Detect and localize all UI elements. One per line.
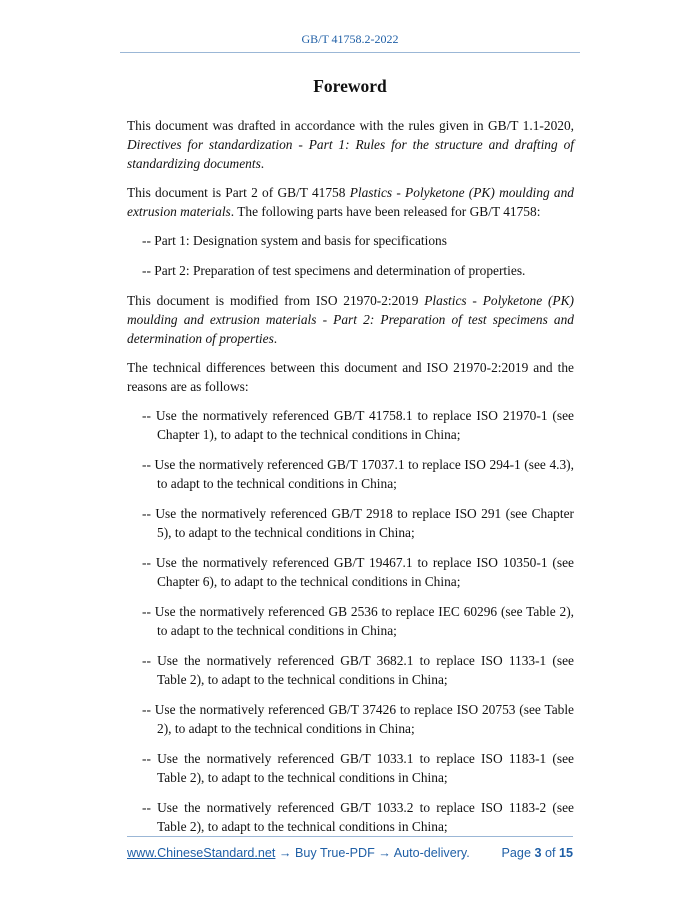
difference-item: -- Use the normatively referenced GB 2536 to replace IEC 60296 (see Table 2), to adapt to the technical conditions in China; xyxy=(142,604,574,638)
text-italic: Plastics - Polyketone (PK) moulding and extrusion materials xyxy=(127,185,574,219)
header-divider xyxy=(120,52,580,53)
paragraph-technical-differences: The technical differences between this document and ISO 21970-2:2019 and the reasons are as follows: xyxy=(127,360,574,394)
promo-text: → Buy True-PDF → Auto-delivery. xyxy=(275,846,470,860)
text: This document is modified from ISO 21970-2:2019 xyxy=(127,293,425,308)
difference-item: -- Use the normatively referenced GB/T 2918 to replace ISO 291 (see Chapter 5), to adapt to the technical conditions in China; xyxy=(142,506,574,540)
text: . xyxy=(260,156,265,171)
difference-item: -- Use the normatively referenced GB/T 3682.1 to replace ISO 1133-1 (see Table 2), to adapt to the technical conditions in China; xyxy=(142,653,574,687)
text: This document is Part 2 of GB/T 41758 xyxy=(127,185,350,200)
difference-item: -- Use the normatively referenced GB/T 19467.1 to replace ISO 10350-1 (see Chapter 6), to adapt to the technical conditions in China; xyxy=(142,555,574,589)
part-list-item: -- Part 2: Preparation of test specimens and determination of properties. xyxy=(142,263,526,278)
text: This document was drafted in accordance with the rules given in GB/T 1.1-2020, xyxy=(127,118,574,133)
paragraph-modification xyxy=(127,291,574,348)
text-italic: Plastics - Polyketone (PK) moulding and extrusion materials - Part 2: Preparation of test specimens and determination of properties xyxy=(127,293,575,346)
page-title: Foreword xyxy=(313,76,387,96)
part-list-item: -- Part 1: Designation system and basis for specifications xyxy=(142,233,447,248)
difference-item: -- Use the normatively referenced GB/T 1033.1 to replace ISO 1183-1 (see Table 2), to adapt to the technical conditions in China; xyxy=(142,751,574,785)
text: . The following parts have been released for GB/T 41758: xyxy=(230,204,541,219)
footer-divider xyxy=(127,836,573,837)
text: . xyxy=(273,331,278,346)
text-italic: Directives for standardization - Part 1: Rules for the structure and drafting of standardizing documents xyxy=(127,137,574,171)
page-current: 3 xyxy=(534,846,542,860)
difference-item: -- Use the normatively referenced GB/T 37426 to replace ISO 20753 (see Table 2), to adapt to the technical conditions in China; xyxy=(142,702,574,736)
page-footer xyxy=(127,846,573,860)
page-of: of xyxy=(541,846,559,860)
document-body xyxy=(127,116,574,846)
difference-item: -- Use the normatively referenced GB/T 1033.2 to replace ISO 1183-2 (see Table 2), to adapt to the technical conditions in China; xyxy=(142,800,574,834)
page-label: Page xyxy=(501,846,535,860)
site-link[interactable]: www.ChineseStandard.net xyxy=(127,846,276,860)
page-total: 15 xyxy=(558,846,573,860)
page-number xyxy=(502,846,573,860)
running-header: GB/T 41758.2-2022 xyxy=(301,32,399,46)
difference-item: -- Use the normatively referenced GB/T 17037.1 to replace ISO 294-1 (see 4.3), to adapt to the technical conditions in China; xyxy=(142,457,574,491)
difference-item: -- Use the normatively referenced GB/T 41758.1 to replace ISO 21970-1 (see Chapter 1), to adapt to the technical conditions in China; xyxy=(142,408,574,442)
paragraph-part-info xyxy=(127,183,574,221)
paragraph-drafting-rules xyxy=(127,116,574,173)
